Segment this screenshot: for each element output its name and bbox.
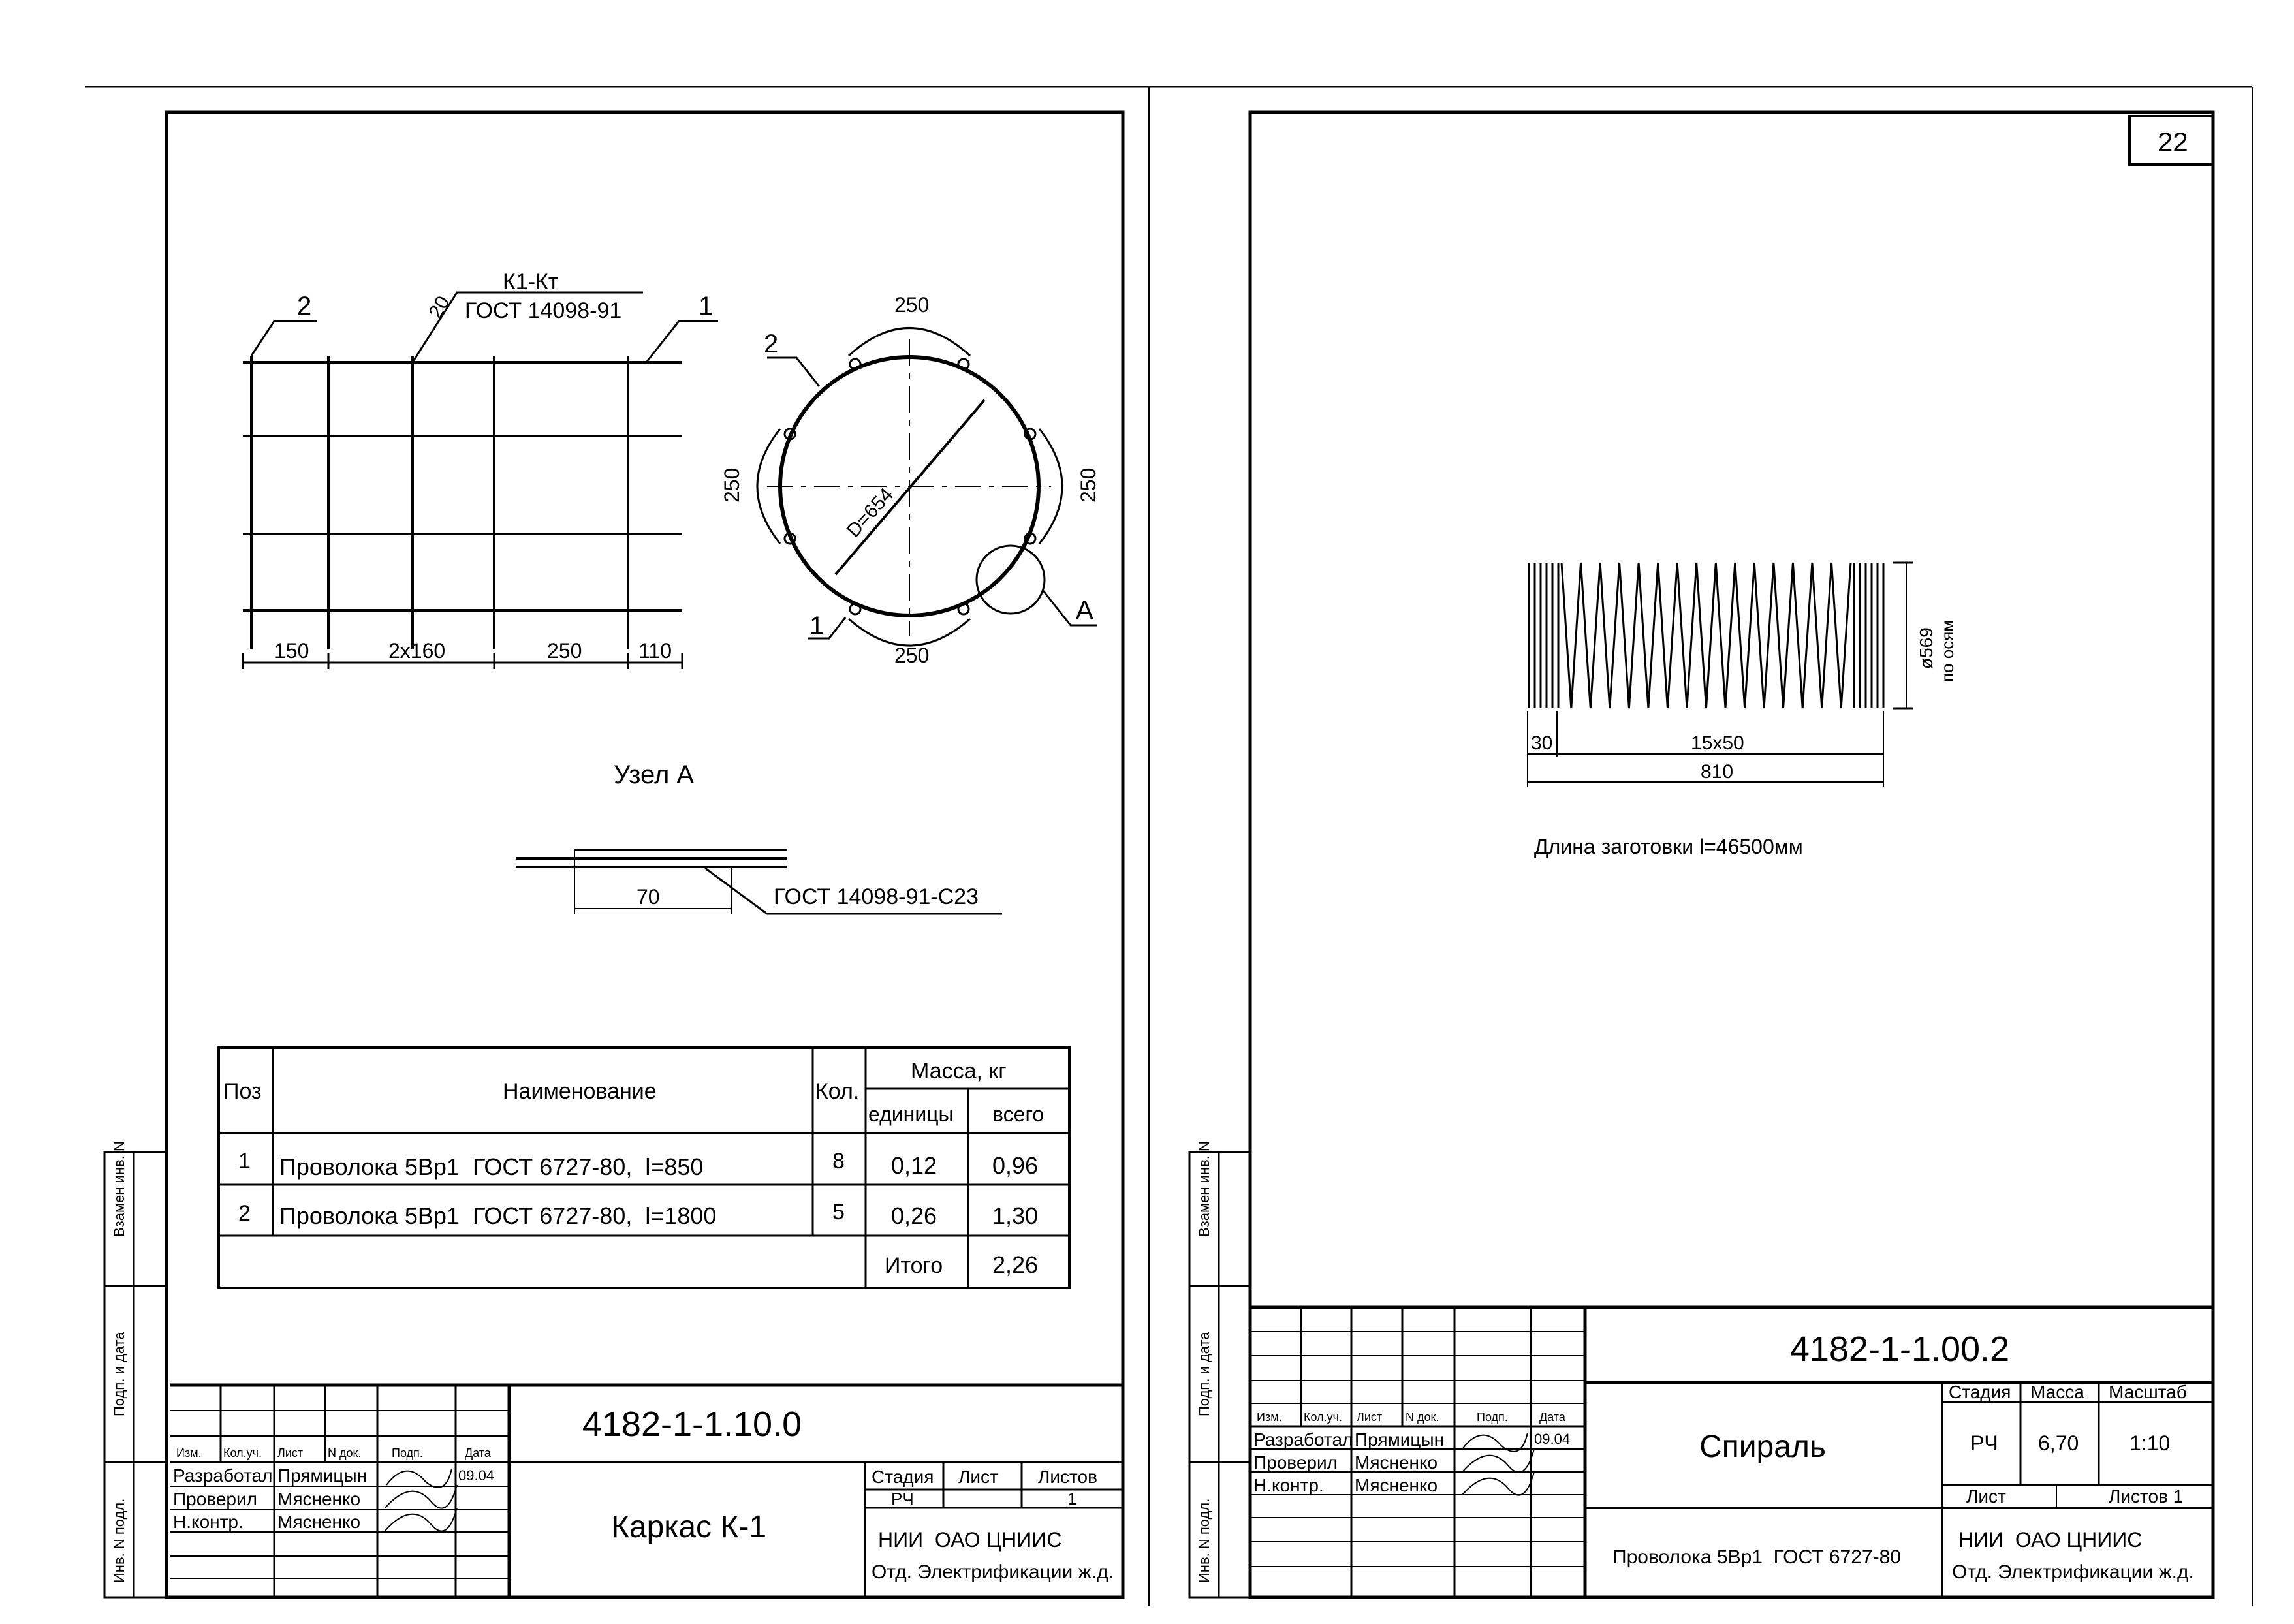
spec-row-pos: 1 — [238, 1149, 251, 1174]
right-col-ndok: N док. — [1406, 1411, 1439, 1424]
arc-dim-right: 250 — [1076, 467, 1100, 503]
spec-row-pos: 2 — [238, 1201, 251, 1226]
left-drawing-title: Каркас К-1 — [610, 1510, 767, 1544]
spec-row-total: 1,30 — [992, 1202, 1039, 1229]
right-date: 09.04 — [1534, 1431, 1571, 1447]
left-sheets-count: 1 — [1067, 1489, 1077, 1508]
right-name-normcontrol: Мясненко — [1355, 1475, 1438, 1495]
spec-row-1 — [238, 1149, 1038, 1180]
node-detail-dim: 70 — [636, 885, 660, 909]
mesh-leader-2: 2 — [297, 292, 312, 320]
right-scale-header: Масштаб — [2109, 1382, 2187, 1402]
page-borders — [85, 87, 2252, 1606]
right-sheet — [1189, 112, 2213, 1597]
spec-sum-label: Итого — [885, 1253, 943, 1278]
left-sheets-header: Листов — [1038, 1467, 1097, 1487]
right-scale: 1:10 — [2129, 1431, 2171, 1455]
right-drawing-title: Спираль — [1699, 1429, 1826, 1464]
left-sheet-header: Лист — [958, 1467, 998, 1487]
weld-note-2: ГОСТ 14098-91 — [465, 298, 622, 323]
mesh-dim-250: 250 — [547, 639, 582, 663]
spec-row-name: Проволока 5Вр1 ГОСТ 6727-80, l=850 — [279, 1153, 704, 1180]
right-col-data: Дата — [1539, 1411, 1565, 1424]
right-mass: 6,70 — [2038, 1431, 2079, 1455]
right-frame-label-bot: Инв. N подл. — [1196, 1498, 1212, 1583]
spec-row-name: Проволока 5Вр1 ГОСТ 6727-80, l=1800 — [279, 1202, 717, 1229]
circle-leader-2: 2 — [764, 330, 779, 358]
right-col-izm: Изм. — [1257, 1411, 1282, 1424]
spec-header-qty: Кол. — [815, 1079, 860, 1104]
spec-row-qty: 8 — [832, 1149, 845, 1174]
left-col-izm: Изм. — [176, 1446, 202, 1460]
right-org-line1: НИИ ОАО ЦНИИС — [1958, 1528, 2143, 1552]
left-frame-label-top: Взамен инв. N — [111, 1141, 127, 1237]
circle-leader-1: 1 — [809, 612, 825, 640]
right-stage-header: Стадия — [1949, 1382, 2011, 1402]
right-name-checker: Мясненко — [1355, 1452, 1438, 1473]
spec-row-total: 0,96 — [992, 1152, 1039, 1179]
right-col-list: Лист — [1357, 1411, 1383, 1424]
left-role-developer: Разработал — [173, 1465, 273, 1486]
right-doc-code: 4182-1-1.00.2 — [1789, 1330, 2010, 1369]
left-stage: РЧ — [891, 1489, 914, 1508]
left-role-checker: Проверил — [173, 1489, 257, 1509]
left-date: 09.04 — [458, 1467, 495, 1484]
left-sheet — [104, 112, 1123, 1597]
mesh-drawing — [243, 292, 718, 669]
right-role-developer: Разработал — [1253, 1429, 1353, 1450]
arc-dim-bottom: 250 — [894, 644, 930, 667]
arc-dim-top: 250 — [894, 293, 930, 317]
node-label: А — [1076, 596, 1093, 625]
mesh-leader-1: 1 — [699, 292, 714, 320]
spec-header-unit: единицы — [868, 1102, 954, 1126]
spiral-dim-30: 30 — [1531, 732, 1553, 754]
spec-row-2 — [238, 1200, 1038, 1229]
spec-header-name: Наименование — [503, 1079, 657, 1104]
spec-header-mass: Масса, кг — [911, 1059, 1007, 1084]
right-role-checker: Проверил — [1253, 1452, 1338, 1473]
page-number: 22 — [2158, 127, 2188, 157]
left-frame — [166, 112, 1123, 1597]
spec-row-unit: 0,12 — [891, 1152, 937, 1179]
spec-row-unit: 0,26 — [891, 1202, 937, 1229]
right-col-koluch: Кол.уч. — [1304, 1411, 1342, 1424]
right-col-podp: Подп. — [1477, 1411, 1508, 1424]
spiral-dim-15x50: 15x50 — [1691, 732, 1744, 754]
weld-note-1: К1-Кт — [503, 270, 559, 294]
left-role-normcontrol: Н.контр. — [173, 1512, 244, 1532]
left-frame-label-bot: Инв. N подл. — [111, 1498, 127, 1583]
arc-dim-left: 250 — [720, 467, 744, 503]
left-col-list: Лист — [277, 1446, 304, 1460]
right-sheets-label: Листов 1 — [2109, 1486, 2184, 1507]
left-col-data: Дата — [465, 1446, 491, 1460]
spec-sum-value: 2,26 — [992, 1251, 1039, 1278]
right-name-developer: Прямицын — [1355, 1429, 1445, 1450]
left-col-podp: Подп. — [392, 1446, 423, 1460]
left-name-checker: Мясненко — [277, 1489, 361, 1509]
left-org-line2: Отд. Электрификации ж.д. — [872, 1561, 1114, 1583]
left-name-developer: Прямицын — [277, 1465, 368, 1486]
spiral-axis-label: по осям — [1938, 619, 1957, 682]
spiral-blank-length: Длина заготовки l=46500мм — [1534, 835, 1803, 858]
node-title: Узел А — [614, 760, 695, 789]
right-org-line2: Отд. Электрификации ж.д. — [1952, 1561, 2194, 1583]
right-frame-label-mid: Подп. и дата — [1196, 1332, 1212, 1416]
right-stage: РЧ — [1970, 1431, 1998, 1455]
right-sheet-label: Лист — [1966, 1486, 2006, 1507]
mesh-dim-2x160: 2x160 — [388, 639, 446, 663]
left-col-koluch: Кол.уч. — [223, 1446, 262, 1460]
spiral-diameter: ø569 — [1916, 627, 1936, 669]
right-role-normcontrol: Н.контр. — [1253, 1475, 1324, 1495]
right-material: Проволока 5Вр1 ГОСТ 6727-80 — [1612, 1546, 1901, 1568]
circle-diameter: D=654 — [842, 484, 898, 542]
mesh-dim-150: 150 — [274, 639, 309, 663]
left-name-normcontrol: Мясненко — [277, 1512, 361, 1532]
spec-row-qty: 5 — [832, 1200, 845, 1225]
left-org-line1: НИИ ОАО ЦНИИС — [878, 1528, 1062, 1552]
cage-circle-drawing — [757, 328, 1097, 646]
weld-size: 20 — [424, 292, 454, 322]
mesh-dim-110: 110 — [638, 639, 672, 663]
left-doc-code: 4182-1-1.10.0 — [582, 1405, 802, 1444]
right-mass-header: Масса — [2030, 1382, 2084, 1402]
spiral-dim-810: 810 — [1701, 761, 1734, 783]
right-frame-label-top: Взамен инв. N — [1196, 1141, 1212, 1237]
spec-header-total: всего — [992, 1102, 1045, 1126]
left-frame-label-mid: Подп. и дата — [111, 1332, 127, 1416]
spec-header-pos: Поз — [223, 1079, 262, 1104]
left-stage-header: Стадия — [872, 1467, 934, 1487]
node-weld-note: ГОСТ 14098-91-С23 — [774, 884, 979, 909]
left-col-ndok: N док. — [328, 1446, 362, 1460]
